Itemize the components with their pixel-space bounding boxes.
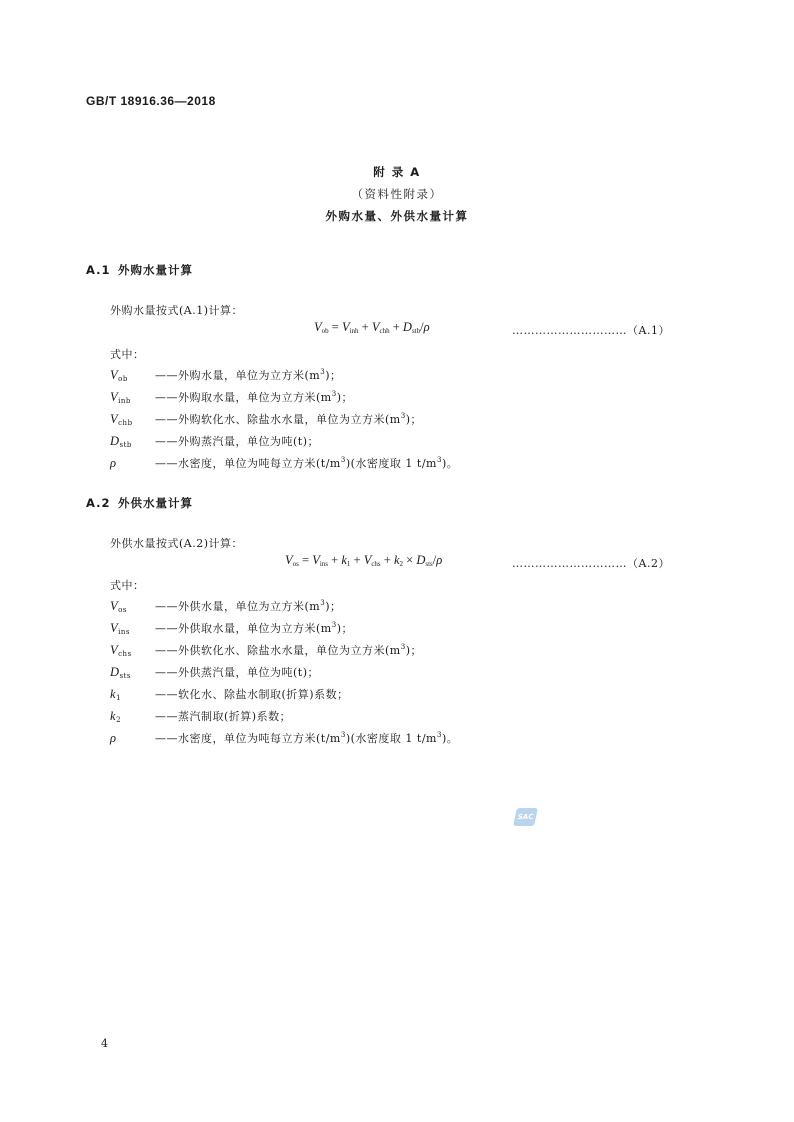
section-a2-number: A.2 — [86, 496, 111, 510]
def-a2-vos: $V_{os}$ ——外供水量，单位为立方米$(m^3)$； — [110, 599, 342, 614]
section-a2-intro: 外供水量按式(A.2)计算： — [110, 537, 244, 550]
def-a1-vob: $V_{ob}$ ——外购水量，单位为立方米$(m^3)$； — [110, 368, 342, 383]
def-a1-rho: ρ ——水密度，单位为吨每立方米$(t/m^3)$(水密度取 1 $t/m^3$)。 — [110, 456, 459, 470]
section-a2-title: 外供水量计算 — [118, 496, 193, 510]
def-a1-vchb: $V_{chb}$ ——外购软化水、除盐水水量，单位为立方米$(m^3)$； — [110, 412, 422, 427]
annex-heading: 外购水量、外供水量计算 — [325, 209, 469, 223]
def-a2-vins: $V_{ins}$ ——外供取水量，单位为立方米$(m^3)$； — [110, 621, 353, 636]
annex-subtitle: （资料性附录） — [351, 187, 443, 201]
equation-number-a1: …………………………（A.1） — [512, 324, 670, 337]
page-number: 4 — [101, 1037, 108, 1050]
equation-number-a2: …………………………（A.2） — [512, 557, 670, 570]
def-a2-dsts: $D_{sts}$ ——外供蒸汽量，单位为吨(t)； — [110, 665, 320, 680]
section-a2-heading — [86, 495, 193, 511]
where-label-a2: 式中： — [110, 579, 145, 592]
formula-a1: $V_{ob} = V_{inh} + V_{chh} + D_{stb}/\rho$ — [314, 320, 430, 335]
standard-code: GB/T 18916.36—2018 — [86, 94, 216, 108]
annex-title: 附 录 A — [373, 165, 421, 179]
def-a2-k2: $k_2$ ——蒸汽制取(折算)系数； — [110, 709, 292, 724]
def-a2-k1: $k_1$ ——软化水、除盐水制取(折算)系数； — [110, 687, 349, 702]
section-a1-heading — [86, 262, 193, 278]
def-a1-dstb: $D_{stb}$ ——外购蒸汽量，单位为吨(t)； — [110, 434, 320, 449]
def-a2-vchs: $V_{chs}$ ——外供软化水、除盐水水量，单位为立方米$(m^3)$； — [110, 643, 422, 658]
sac-watermark-logo: SAC — [513, 808, 538, 826]
def-a1-vinb: $V_{inb}$ ——外购取水量，单位为立方米$(m^3)$； — [110, 390, 353, 405]
section-a1-intro: 外购水量按式(A.1)计算： — [110, 304, 244, 317]
formula-a2: $V_{os} = V_{ins} + k_1 + V_{chs} + k_2 \times D_{sts}/\rho$ — [285, 553, 443, 568]
section-a1-title: 外购水量计算 — [118, 263, 193, 277]
section-a1-number: A.1 — [86, 263, 111, 277]
where-label-a1: 式中： — [110, 348, 145, 361]
def-a2-rho: ρ ——水密度，单位为吨每立方米$(t/m^3)$(水密度取 1 $t/m^3$)。 — [110, 731, 459, 745]
